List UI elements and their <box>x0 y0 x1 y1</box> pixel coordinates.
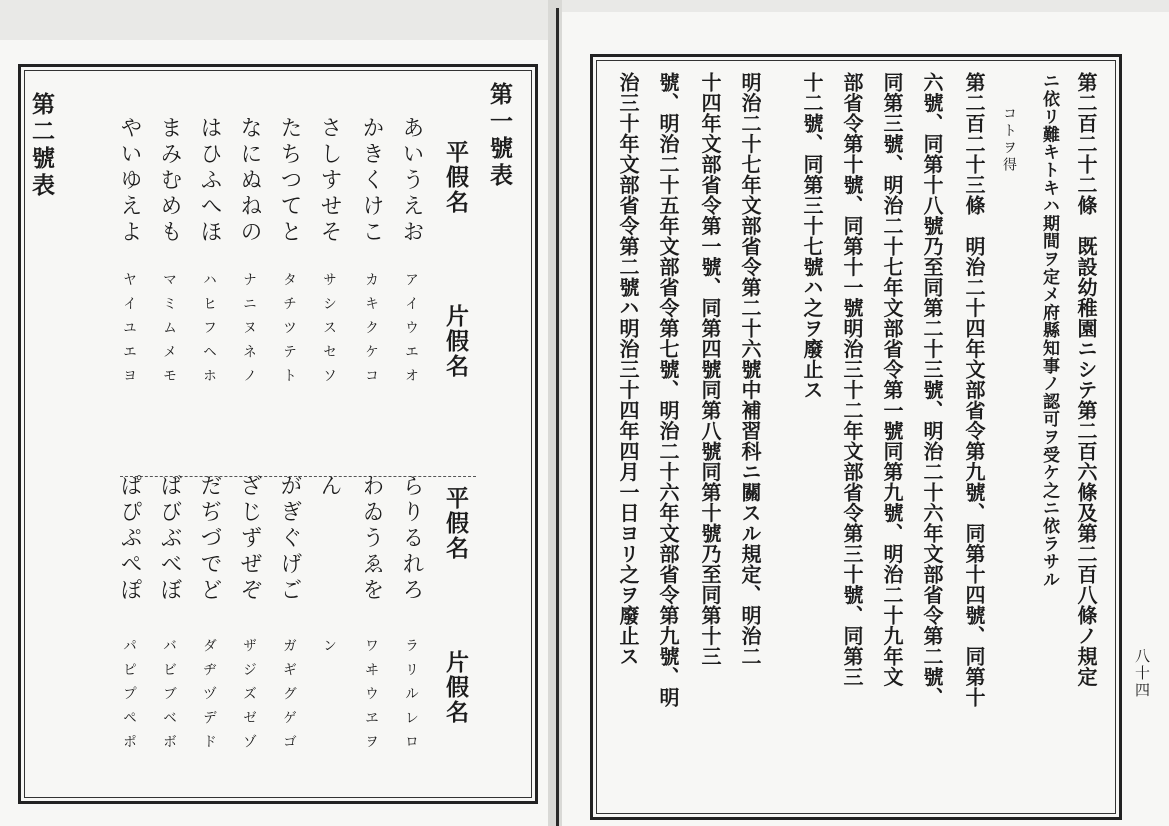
hiragana-row: はひふへほ <box>197 116 222 246</box>
hiragana-row: かきくけこ <box>359 116 384 246</box>
katakana-row: ダヂヅデド <box>201 638 217 758</box>
hiragana-row: やいゆえよ <box>117 116 142 246</box>
katakana-row: サシスセソ <box>321 272 337 392</box>
book-gutter <box>548 0 562 826</box>
text-column: 治三十年文部省令第二號ハ明治三十四年四月一日ヨリ之ヲ廢止ス <box>616 72 640 667</box>
text-column: 第二百二十三條 明治二十四年文部省令第九號、同第十四號、同第十 <box>962 72 986 708</box>
katakana-row: バビブベボ <box>161 638 177 758</box>
text-column: 號、明治二十五年文部省令第七號、明治二十六年文部省令第九號、明 <box>656 72 680 708</box>
hiragana-row: がぎぐげご <box>277 474 302 604</box>
katakana-row: ガギグゲゴ <box>281 638 297 758</box>
hiragana-row: たちつてと <box>277 116 302 246</box>
katakana-row: ワヰウヱヲ <box>363 638 379 758</box>
hiragana-row: ん <box>317 474 342 500</box>
katakana-row: アイウエオ <box>403 272 419 392</box>
hiragana-row: わゐうゑを <box>359 474 384 604</box>
text-column: 十四年文部省令第一號、同第四號同第八號同第十號乃至同第十三 <box>698 72 722 667</box>
text-column: ニ依リ難キトキハ期間ヲ定メ府縣知事ノ認可ヲ受ケ之ニ依ラサル <box>1039 72 1059 589</box>
text-column: 第二百二十二條 既設幼稚園ニシテ第二百六條及第二百八條ノ規定 <box>1074 72 1098 687</box>
hiragana-row: なにぬねの <box>237 116 262 246</box>
text-column: 同第三號、明治二十七年文部省令第一號同第九號、明治二十九年文 <box>880 72 904 687</box>
katakana-row: カキクケコ <box>363 272 379 392</box>
katakana-row: ザジズゼゾ <box>241 638 257 758</box>
text-column: 明治二十七年文部省令第二十六號中補習科ニ關スル規定、明治二 <box>738 72 762 667</box>
hiragana-row: ざじずぜぞ <box>237 474 262 604</box>
katakana-row: ナニヌネノ <box>241 272 257 392</box>
hiragana-row: ばびぶべぼ <box>157 474 182 604</box>
katakana-row: ン <box>321 638 337 662</box>
katakana-row: パピプペポ <box>121 638 137 758</box>
gutter-rule <box>556 8 559 826</box>
hiragana-row: らりるれろ <box>399 474 424 604</box>
text-column: 十二號、同第三十七號ハ之ヲ廢止ス <box>800 72 824 400</box>
hiragana-heading-2: 平假名 <box>442 486 469 561</box>
hiragana-row: ぱぴぷぺぽ <box>117 474 142 604</box>
katakana-row: マミムメモ <box>161 272 177 392</box>
left-page <box>0 40 548 826</box>
hiragana-row: まみむめも <box>157 116 182 246</box>
text-column: 部省令第十號、同第十一號明治三十二年文部省令第三十號、同第三 <box>840 72 864 687</box>
katakana-row: ラリルレロ <box>403 638 419 758</box>
katakana-row: ヤイユエヨ <box>121 272 137 392</box>
hiragana-row: さしすせそ <box>317 116 342 246</box>
katakana-row: ハヒフヘホ <box>201 272 217 392</box>
text-column: コトヲ得 <box>1001 106 1017 174</box>
katakana-heading-2: 片假名 <box>442 650 469 725</box>
katakana-row: タチツテト <box>281 272 297 392</box>
right-page <box>562 12 1169 826</box>
text-column: 六號、同第十八號乃至同第二十三號、明治二十六年文部省令第二號、 <box>920 72 944 708</box>
hiragana-row: あいうえお <box>399 116 424 246</box>
page-number: 八十四 <box>1133 648 1151 699</box>
hiragana-heading-1: 平假名 <box>442 140 469 215</box>
second-table-title: 第二號表 <box>28 92 55 200</box>
first-table-title: 第一號表 <box>486 82 513 190</box>
hiragana-row: だぢづでど <box>197 474 222 604</box>
katakana-heading-1: 片假名 <box>442 304 469 379</box>
